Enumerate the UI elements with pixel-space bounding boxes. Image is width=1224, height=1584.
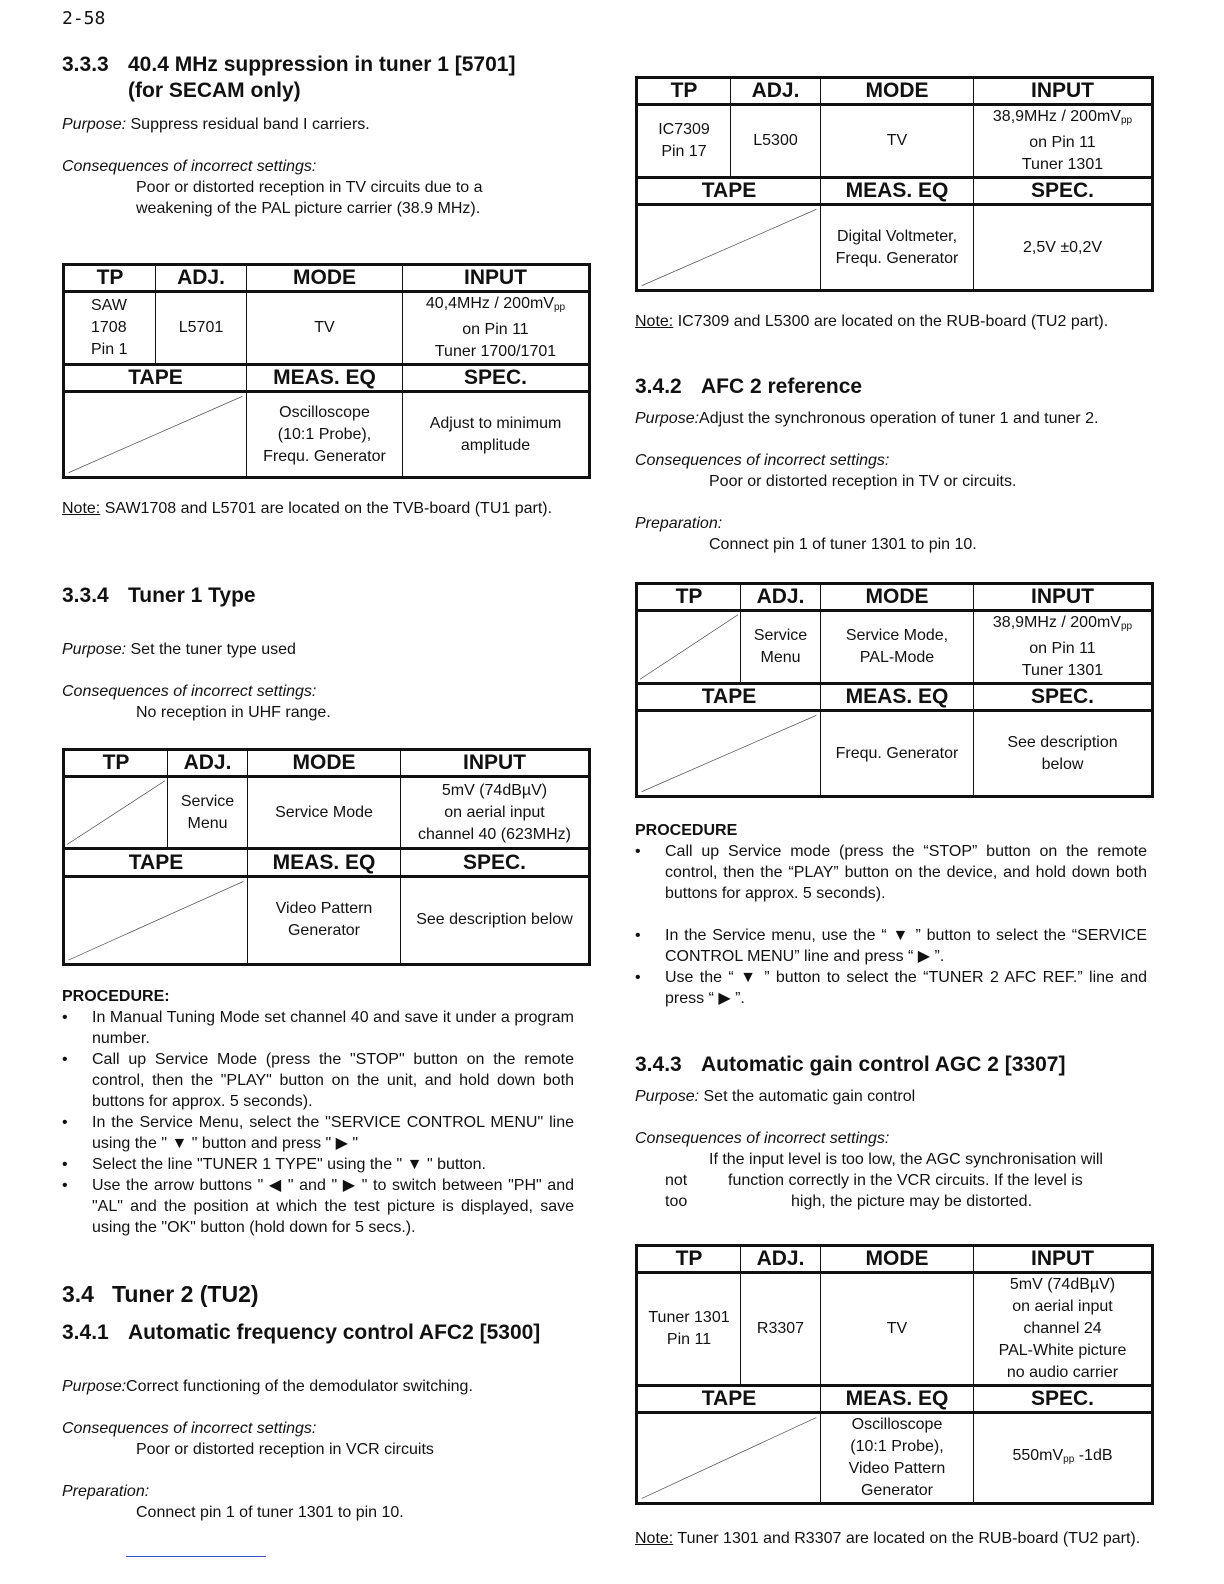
section-3-4-2 xyxy=(635,374,1155,555)
diagonal-line xyxy=(638,1414,820,1502)
procedure-step: • In Manual Tuning Mode set channel 40 and save it under a program number. xyxy=(62,1007,574,1049)
header-adj: ADJ. xyxy=(741,584,821,611)
section-3-3-4 xyxy=(62,583,592,723)
consequences-text: Poor or distorted reception in TV circuits due to a weakening of the PAL picture carrier (38.9 MHz). xyxy=(136,179,483,217)
adj-line: Menu xyxy=(187,814,228,832)
preparation-label: Preparation: xyxy=(62,1483,150,1500)
spec-line: See description xyxy=(1007,733,1118,751)
cell-input xyxy=(974,611,1153,684)
procedure-list xyxy=(62,1007,574,1238)
header-tape: TAPE xyxy=(64,365,247,392)
input-line: on Pin 11 xyxy=(1029,134,1096,151)
cell-input xyxy=(974,1273,1153,1386)
consequences-text: No reception in UHF range. xyxy=(136,704,331,721)
header-adj: ADJ. xyxy=(168,750,248,777)
diagonal-line xyxy=(65,878,247,963)
procedure-step: • Use the arrow buttons " ◀ " and " ▶ " to switch between "PH" and "AL" and the position at which the test picture is displayed, save using the "OK" button (hold down for 5 secs.). xyxy=(62,1175,574,1238)
tape-empty-cell xyxy=(637,711,821,797)
procedure-3-4-2 xyxy=(635,820,1147,1009)
purpose xyxy=(635,1086,1151,1107)
cell-meas xyxy=(247,392,403,478)
meas-line: Generator xyxy=(287,922,361,940)
cell-spec: 2,5V ±0,2V xyxy=(974,205,1153,291)
header-spec: SPEC. xyxy=(401,849,590,876)
cell-adj: L5701 xyxy=(156,292,247,365)
consequences-label: Consequences of incorrect settings: xyxy=(62,158,317,175)
section-title-line2: (for SECAM only) xyxy=(128,79,301,102)
section-title: Automatic gain control AGC 2 [3307] xyxy=(701,1053,1066,1076)
input-line: on aerial input xyxy=(444,803,545,821)
consequences-text: Poor or distorted reception in TV or circuits. xyxy=(709,473,1017,490)
cell-meas xyxy=(821,1413,974,1504)
procedure-heading: PROCEDURE: xyxy=(62,988,170,1005)
cell-mode: TV xyxy=(821,105,974,178)
cell-spec: See description below xyxy=(401,876,590,964)
input-line: Tuner 1301 xyxy=(1021,662,1104,679)
consequences-line xyxy=(635,1170,1151,1191)
note-text: IC7309 and L5300 are located on the RUB-board (TU2 part). xyxy=(673,313,1109,330)
header-mode: MODE xyxy=(247,265,403,292)
header-tp: TP xyxy=(64,750,168,777)
cell-meas xyxy=(248,876,401,964)
tp-line: 1708 xyxy=(91,319,127,336)
diagonal-line xyxy=(638,612,740,682)
spec-line: Adjust to minimum xyxy=(429,414,562,432)
input-value: 38,9MHz / 200mV xyxy=(992,614,1121,631)
input-sub: pp xyxy=(553,302,566,313)
section-heading xyxy=(635,1052,1151,1078)
purpose-text: Suppress residual band I carriers. xyxy=(130,116,370,133)
cell-input xyxy=(974,105,1153,178)
tape-empty-cell xyxy=(64,876,248,964)
header-mode: MODE xyxy=(821,584,974,611)
consequences-word: too xyxy=(665,1193,688,1210)
section-title: AFC 2 reference xyxy=(701,375,863,398)
input-value: 40,4MHz / 200mV xyxy=(425,295,554,312)
header-meas: MEAS. EQ xyxy=(821,1386,974,1413)
note-label: Note: xyxy=(635,1530,674,1547)
diagonal-line xyxy=(638,712,820,795)
input-line: 5mV (74dBµV) xyxy=(1009,1276,1116,1293)
header-mode: MODE xyxy=(248,750,401,777)
tp-line: Pin 11 xyxy=(666,1331,712,1348)
header-mode: MODE xyxy=(821,1246,974,1273)
input-line xyxy=(976,106,1149,132)
input-line: 5mV (74dBµV) xyxy=(441,781,548,799)
section-title: Tuner 2 (TU2) xyxy=(112,1281,259,1307)
meas-line: (10:1 Probe), xyxy=(277,425,372,443)
footer-line xyxy=(126,1556,266,1557)
section-number: 3.4 xyxy=(62,1281,94,1307)
cell-spec xyxy=(974,1413,1153,1504)
header-tape: TAPE xyxy=(637,684,821,711)
consequences-line xyxy=(635,1191,1151,1212)
cell-mode xyxy=(821,611,974,684)
header-adj: ADJ. xyxy=(741,1246,821,1273)
note-label: Note: xyxy=(635,313,674,330)
preparation-text: Connect pin 1 of tuner 1301 to pin 10. xyxy=(136,1504,404,1521)
section-heading xyxy=(62,583,592,609)
header-meas: MEAS. EQ xyxy=(821,684,974,711)
section-number: 3.4.2 xyxy=(635,375,682,398)
header-tape: TAPE xyxy=(64,849,248,876)
spec-tail: -1dB xyxy=(1074,1447,1113,1464)
consequences-line: If the input level is too low, the AGC synchronisation will xyxy=(709,1151,1103,1168)
meas-line: Frequ. Generator xyxy=(263,447,386,465)
section-number: 3.4.3 xyxy=(635,1053,682,1076)
procedure-step: • Select the line "TUNER 1 TYPE" using the " ▼ " button. xyxy=(62,1154,574,1175)
consequences-label: Consequences of incorrect settings: xyxy=(635,1130,890,1147)
meas-line: Oscilloscope xyxy=(851,1416,943,1433)
procedure-step: • Call up Service mode (press the “STOP” button on the remote control, then the “PLAY” button on the device, and hold down both buttons for approx. 5 seconds). xyxy=(635,841,1147,904)
cell-spec xyxy=(403,392,590,478)
section-heading xyxy=(635,374,1155,400)
cell-adj: R3307 xyxy=(741,1273,821,1386)
tape-empty-cell xyxy=(637,205,821,291)
section-3-3-3 xyxy=(62,52,592,219)
spec-line: amplitude xyxy=(460,436,531,454)
input-line: Tuner 1700/1701 xyxy=(434,343,557,360)
section-number: 3.4.1 xyxy=(62,1321,109,1344)
procedure-step: • Use the “ ▼ ” button to select the “TUNER 2 AFC REF.” line and press “ ▶ ”. xyxy=(635,967,1147,1009)
header-adj: ADJ. xyxy=(156,265,247,292)
note-text: SAW1708 and L5701 are located on the TVB-board (TU1 part). xyxy=(100,500,553,517)
consequences-word: not xyxy=(665,1172,688,1189)
meas-line: Video Pattern xyxy=(275,900,373,918)
procedure-list xyxy=(635,841,1147,1009)
tp-empty-cell xyxy=(64,777,168,849)
note-label: Note: xyxy=(62,500,101,517)
cell-tp xyxy=(64,292,156,365)
input-line xyxy=(405,293,586,319)
header-input: INPUT xyxy=(401,750,590,777)
cell-meas: Frequ. Generator xyxy=(821,711,974,797)
input-value: 38,9MHz / 200mV xyxy=(992,108,1121,125)
adjustment-table-3-4-2 xyxy=(635,582,1154,798)
procedure-step: • Call up Service Mode (press the "STOP" button on the remote control, then the "PLAY" button on the unit, and hold down both buttons for approx. 5 seconds). xyxy=(62,1049,574,1112)
consequences-label: Consequences of incorrect settings: xyxy=(62,1420,317,1437)
mode-line: PAL-Mode xyxy=(859,649,935,666)
adjustment-table-3-4-1 xyxy=(635,76,1154,292)
tp-line: IC7309 xyxy=(658,121,710,138)
cell-adj xyxy=(741,611,821,684)
section-3-4-3 xyxy=(635,1052,1151,1212)
purpose-label: Purpose: xyxy=(635,1088,700,1105)
input-line: PAL-White picture xyxy=(998,1342,1127,1359)
purpose-label: Purpose: xyxy=(62,116,127,133)
header-spec: SPEC. xyxy=(974,684,1153,711)
section-3-4-1 xyxy=(62,1320,592,1523)
spec-sub: pp xyxy=(1063,1454,1075,1465)
purpose-text: Set the automatic gain control xyxy=(703,1088,916,1105)
purpose xyxy=(635,408,1155,429)
consequences-text: function correctly in the VCR circuits. If the level is xyxy=(728,1172,1083,1189)
purpose xyxy=(62,1376,592,1397)
tp-line: SAW xyxy=(91,297,127,314)
header-tp: TP xyxy=(637,78,731,105)
input-sub: pp xyxy=(1120,115,1133,126)
tp-line: Pin 17 xyxy=(661,143,707,160)
header-adj: ADJ. xyxy=(731,78,821,105)
spec-line: below xyxy=(1041,755,1084,773)
purpose xyxy=(62,114,592,135)
purpose-text: Set the tuner type used xyxy=(130,641,296,658)
diagonal-line xyxy=(638,206,820,289)
input-line: on Pin 11 xyxy=(1029,640,1096,657)
input-line: channel 24 xyxy=(1023,1320,1102,1337)
tp-empty-cell xyxy=(637,611,741,684)
input-line: on aerial input xyxy=(1012,1298,1113,1315)
tape-empty-cell xyxy=(637,1413,821,1504)
meas-line: Digital Voltmeter, xyxy=(836,227,958,245)
header-input: INPUT xyxy=(974,78,1153,105)
section-title: 40.4 MHz suppression in tuner 1 [5701] xyxy=(128,53,516,76)
header-input: INPUT xyxy=(974,1246,1153,1273)
header-mode: MODE xyxy=(821,78,974,105)
meas-line: Video Pattern xyxy=(848,1460,946,1477)
consequences-text: high, the picture may be distorted. xyxy=(791,1193,1033,1210)
header-tp: TP xyxy=(64,265,156,292)
procedure-heading: PROCEDURE xyxy=(635,822,738,839)
cell-spec xyxy=(974,711,1153,797)
header-spec: SPEC. xyxy=(974,178,1153,205)
cell-input xyxy=(403,292,590,365)
tape-empty-cell xyxy=(64,392,247,478)
section-number: 3.3.4 xyxy=(62,584,109,607)
section-3-4-heading xyxy=(62,1280,259,1308)
input-line: Tuner 1301 xyxy=(1021,156,1104,173)
note-3-4-1 xyxy=(635,311,1155,332)
header-tp: TP xyxy=(637,584,741,611)
adjustment-table-3-3-3 xyxy=(62,263,591,479)
input-line: no audio carrier xyxy=(1006,1364,1119,1381)
input-line xyxy=(976,612,1149,638)
cell-tp xyxy=(637,105,731,178)
purpose-text: Correct functioning of the demodulator switching. xyxy=(126,1378,473,1395)
consequences-label: Consequences of incorrect settings: xyxy=(62,683,317,700)
input-line: channel 40 (623MHz) xyxy=(418,825,571,843)
header-tape: TAPE xyxy=(637,178,821,205)
preparation-text: Connect pin 1 of tuner 1301 to pin 10. xyxy=(709,536,977,553)
note-3-4-3 xyxy=(635,1528,1151,1549)
mode-line: Service Mode, xyxy=(845,627,949,644)
header-spec: SPEC. xyxy=(403,365,590,392)
section-title: Tuner 1 Type xyxy=(128,584,256,607)
header-spec: SPEC. xyxy=(974,1386,1153,1413)
section-heading xyxy=(62,52,592,104)
preparation-label: Preparation: xyxy=(635,515,723,532)
section-title: Automatic frequency control AFC2 [5300] xyxy=(128,1321,541,1344)
purpose-label: Purpose: xyxy=(635,410,700,427)
cell-tp xyxy=(637,1273,741,1386)
cell-mode: TV xyxy=(821,1273,974,1386)
page-number: 2-58 xyxy=(62,8,106,29)
meas-line: Oscilloscope xyxy=(279,403,370,421)
cell-mode: TV xyxy=(247,292,403,365)
header-input: INPUT xyxy=(974,584,1153,611)
header-meas: MEAS. EQ xyxy=(821,178,974,205)
cell-adj xyxy=(168,777,248,849)
section-heading xyxy=(62,1320,592,1346)
input-line: on Pin 11 xyxy=(462,321,529,338)
purpose-label: Purpose: xyxy=(62,1378,127,1395)
procedure-step: • In the Service Menu, select the "SERVICE CONTROL MENU" line using the " ▼ " button and press " ▶ " xyxy=(62,1112,574,1154)
adj-line: Menu xyxy=(760,649,801,666)
cell-adj: L5300 xyxy=(731,105,821,178)
cell-mode: Service Mode xyxy=(248,777,401,849)
adj-line: Service xyxy=(753,627,808,644)
spec-value: 550mV xyxy=(1012,1447,1064,1464)
adjustment-table-3-4-3 xyxy=(635,1244,1154,1505)
adj-line: Service xyxy=(180,792,235,810)
diagonal-line xyxy=(65,393,246,476)
header-tape: TAPE xyxy=(637,1386,821,1413)
consequences-label: Consequences of incorrect settings: xyxy=(635,452,890,469)
purpose-label: Purpose: xyxy=(62,641,127,658)
note-3-3-3 xyxy=(62,498,574,519)
header-tp: TP xyxy=(637,1246,741,1273)
procedure-step: • In the Service menu, use the “ ▼ ” button to select the “SERVICE CONTROL MENU” line and press “ ▶ ”. xyxy=(635,925,1147,967)
cell-meas xyxy=(821,205,974,291)
section-number: 3.3.3 xyxy=(62,53,109,76)
note-text: Tuner 1301 and R3307 are located on the RUB-board (TU2 part). xyxy=(673,1530,1141,1547)
meas-line: (10:1 Probe), xyxy=(850,1438,944,1455)
purpose xyxy=(62,639,592,660)
input-sub: pp xyxy=(1120,621,1133,632)
header-input: INPUT xyxy=(403,265,590,292)
meas-line: Generator xyxy=(860,1482,934,1499)
purpose-text: Adjust the synchronous operation of tuner 1 and tuner 2. xyxy=(699,410,1099,427)
procedure-3-3-4 xyxy=(62,986,574,1238)
cell-input xyxy=(401,777,590,849)
header-meas: MEAS. EQ xyxy=(248,849,401,876)
tp-line: Pin 1 xyxy=(91,341,128,358)
consequences-text: Poor or distorted reception in VCR circuits xyxy=(136,1441,434,1458)
tp-line: Tuner 1301 xyxy=(648,1309,730,1326)
adjustment-table-3-3-4 xyxy=(62,748,591,966)
diagonal-line xyxy=(65,778,167,847)
header-meas: MEAS. EQ xyxy=(247,365,403,392)
meas-line: Frequ. Generator xyxy=(835,249,959,267)
